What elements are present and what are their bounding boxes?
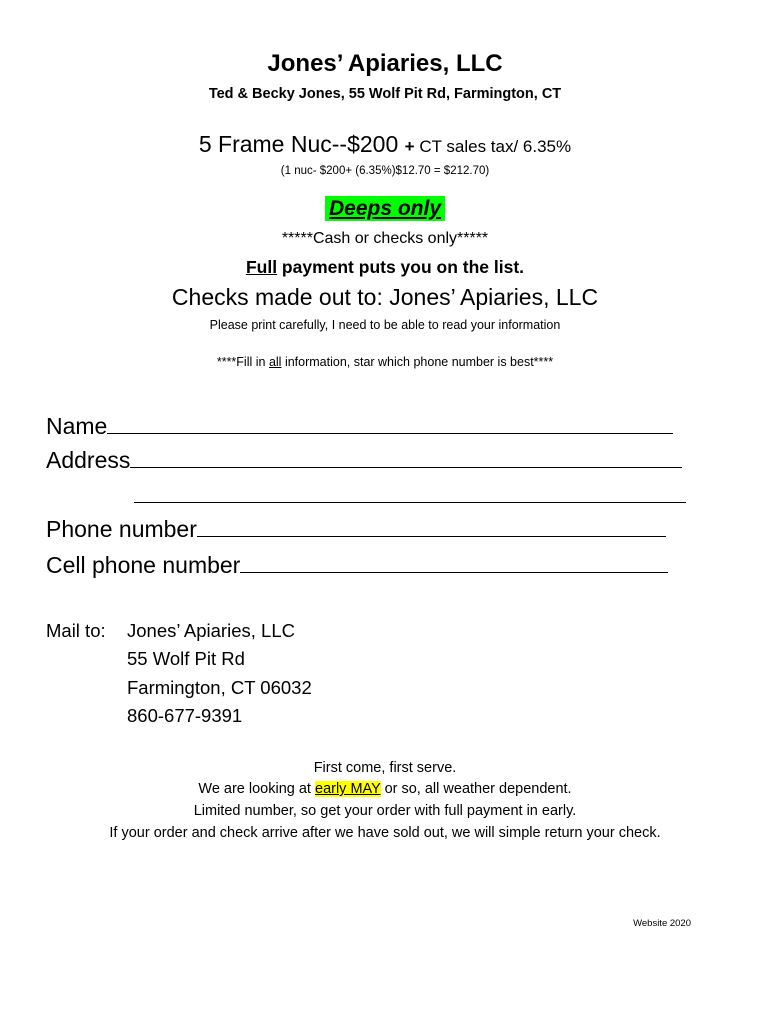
address-line-2-field[interactable] (134, 480, 686, 509)
name-label: Name (46, 413, 108, 439)
mail-phone-line: 860-677-9391 (127, 705, 243, 726)
fill-post: information, star which phone number is best**** (281, 355, 554, 369)
owner-address-subtitle: Ted & Becky Jones, 55 Wolf Pit Rd, Farmington, CT (208, 86, 562, 102)
page-title: Jones’ Apiaries, LLC (267, 50, 503, 77)
checks-payable-line: Checks made out to: Jones’ Apiaries, LLC (171, 284, 599, 310)
deeps-only-highlight: Deeps only (325, 196, 445, 221)
fill-instruction (0, 355, 770, 369)
first-come-note: First come, first serve. (313, 760, 457, 776)
name-blank-line[interactable] (107, 411, 673, 434)
timing-post: or so, all weather dependent. (380, 781, 572, 797)
early-may-highlight: early MAY (315, 781, 381, 797)
name-field[interactable] (46, 411, 673, 440)
price-calculation: (1 nuc- $200+ (6.35%)$12.70 = $212.70) (280, 165, 490, 177)
mail-to-label: Mail to: (46, 620, 106, 641)
footer-text: Website 2020 (633, 918, 691, 929)
address-line-2-blank[interactable] (134, 480, 686, 503)
fill-all: all (268, 355, 282, 369)
price-line (0, 131, 770, 158)
timing-note (0, 781, 770, 797)
cell-phone-blank-line[interactable] (240, 550, 668, 573)
full-payment-rest: payment puts you on the list. (277, 257, 525, 277)
fill-pre: ****Fill in (216, 355, 269, 369)
price-plus: + (404, 137, 415, 156)
phone-field[interactable] (46, 514, 666, 543)
price-tax: CT sales tax/ 6.35% (414, 137, 572, 156)
mail-street-line: 55 Wolf Pit Rd (127, 648, 245, 669)
payment-method-notice: *****Cash or checks only***** (281, 230, 489, 247)
address-blank-line[interactable] (130, 445, 682, 468)
full-payment-notice (0, 257, 770, 278)
timing-pre: We are looking at (198, 781, 315, 797)
cell-phone-field[interactable] (46, 550, 668, 579)
price-main: 5 Frame Nuc--$200 (198, 131, 399, 157)
mail-name-line: Jones’ Apiaries, LLC (127, 620, 295, 641)
deeps-notice (0, 196, 770, 221)
sold-out-note: If your order and check arrive after we have sold out, we will simple return your check. (109, 825, 661, 841)
full-word: Full (245, 257, 278, 277)
phone-label: Phone number (46, 516, 197, 542)
mail-city-line: Farmington, CT 06032 (127, 677, 312, 698)
address-label: Address (46, 447, 131, 473)
address-field[interactable] (46, 445, 682, 474)
limited-number-note: Limited number, so get your order with full payment in early. (193, 803, 577, 819)
cell-phone-label: Cell phone number (46, 552, 241, 578)
phone-blank-line[interactable] (197, 514, 666, 537)
print-instruction: Please print carefully, I need to be able to read your information (209, 318, 561, 332)
